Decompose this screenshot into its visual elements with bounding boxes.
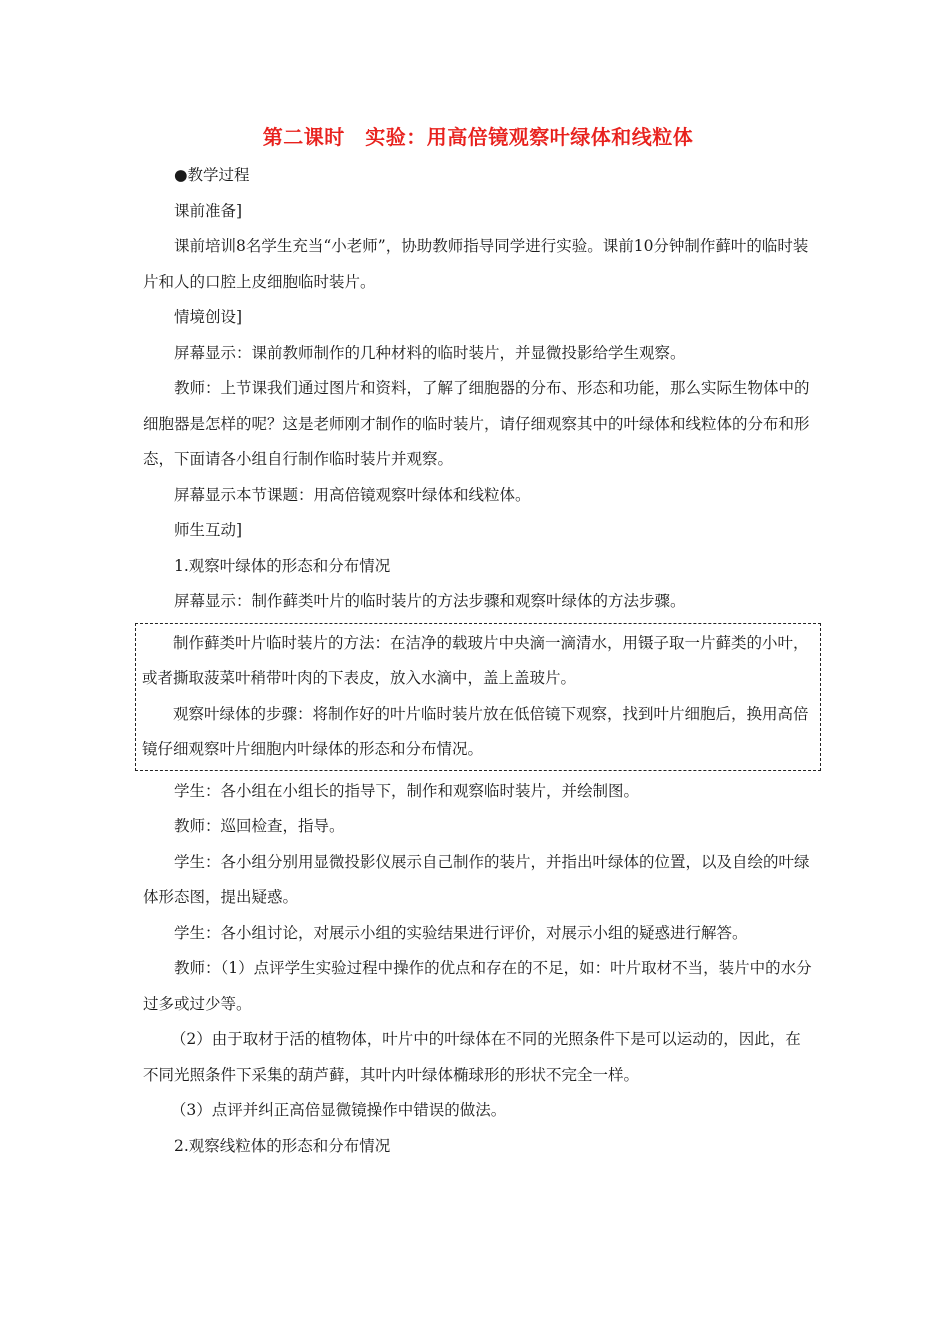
paragraph-teacher-intro: 教师：上节课我们通过图片和资料，了解了细胞器的分布、形态和功能，那么实际生物体中的细胞器是怎样的呢？这是老师刚才制作的临时装片，请仔细观察其中的叶绿体和线粒体的分布和形态，下面请各小组自行制作临时装片并观察。	[143, 379, 810, 468]
paragraph-situation-heading: 情境创设]	[174, 308, 243, 326]
paragraph-screen-display-2: 屏幕显示本节课题：用高倍镜观察叶绿体和线粒体。	[174, 485, 531, 504]
method-box	[135, 623, 821, 771]
box-paragraph-method: 制作藓类叶片临时装片的方法：在洁净的载玻片中央滴一滴清水，用镊子取一片藓类的小叶，或者撕取菠菜叶稍带叶肉的下表皮，放入水滴中，盖上盖玻片。	[142, 633, 809, 687]
paragraph-teacher-2: 教师：（1）点评学生实验过程中操作的优点和存在的不足，如：叶片取材不当，装片中的水分过多或过少等。	[143, 959, 812, 1013]
paragraph-point-3: （3）点评并纠正高倍显微镜操作中错误的做法。	[170, 1101, 507, 1119]
document-page	[143, 118, 813, 1164]
paragraph-point-2: （2）由于取材于活的植物体，叶片中的叶绿体在不同的光照条件下是可以运动的，因此，在不同光照条件下采集的葫芦藓，其叶内叶绿体椭球形的形状不完全一样。	[143, 1030, 801, 1084]
paragraph-teacher-1: 教师：巡回检查，指导。	[174, 817, 345, 835]
paragraph-section-1-heading: 1.观察叶绿体的形态和分布情况	[174, 556, 391, 575]
paragraph-preparation: 课前培训8名学生充当“小老师”，协助教师指导同学进行实验。课前10分钟制作藓叶的临时装片和人的口腔上皮细胞临时装片。	[143, 237, 809, 291]
paragraph-section-2-heading: 2.观察线粒体的形态和分布情况	[174, 1136, 391, 1155]
paragraph-teaching-process: ●教学过程	[174, 166, 250, 184]
box-paragraph-steps: 观察叶绿体的步骤：将制作好的叶片临时装片放在低倍镜下观察，找到叶片细胞后，换用高倍镜仔细观察叶片细胞内叶绿体的形态和分布情况。	[142, 704, 809, 758]
paragraph-interaction-heading: 师生互动]	[174, 521, 243, 539]
paragraph-screen-display-3: 屏幕显示：制作藓类叶片的临时装片的方法步骤和观察叶绿体的方法步骤。	[174, 592, 686, 610]
paragraph-screen-display-1: 屏幕显示：课前教师制作的几种材料的临时装片，并显微投影给学生观察。	[174, 343, 686, 362]
paragraph-preparation-heading: 课前准备]	[174, 201, 243, 220]
paragraph-student-3: 学生：各小组讨论，对展示小组的实验结果进行评价，对展示小组的疑惑进行解答。	[174, 923, 748, 942]
page-title: 第二课时 实验：用高倍镜观察叶绿体和线粒体	[262, 125, 694, 149]
paragraph-student-1: 学生：各小组在小组长的指导下，制作和观察临时装片，并绘制图。	[174, 781, 640, 800]
paragraph-student-2: 学生：各小组分别用显微投影仪展示自己制作的装片，并指出叶绿体的位置，以及自绘的叶绿体形态图，提出疑惑。	[143, 852, 810, 906]
